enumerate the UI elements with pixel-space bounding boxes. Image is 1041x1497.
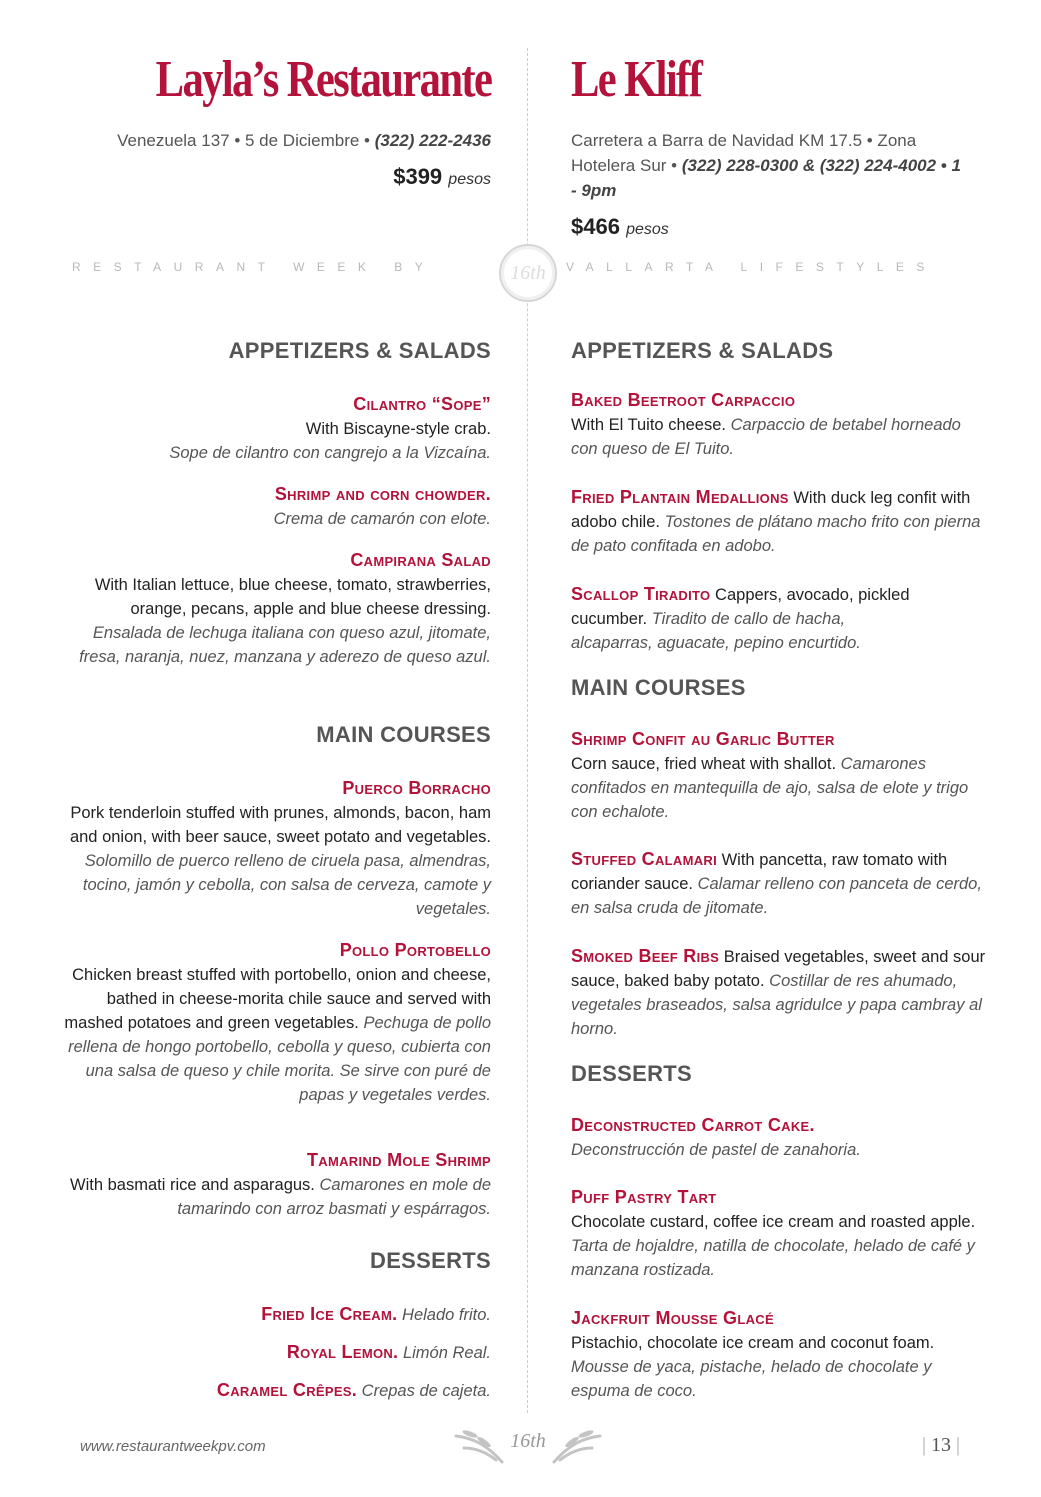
section-main-courses: MAIN COURSES bbox=[316, 722, 491, 747]
menu-item: Royal Lemon. Limón Real. bbox=[286, 1342, 491, 1362]
menu-item: Campirana Salad With Italian lettuce, blue cheese, tomato, strawberries, orange, pecans, apple and blue cheese dressing. Ensalada de lechuga italiana con queso azul, jitomate, fresa, naranja, nuez, manzana y aderezo de queso azul. bbox=[79, 550, 491, 666]
section-desserts: DESSERTS bbox=[571, 1061, 692, 1086]
restaurant-address: Carretera a Barra de Navidad KM 17.5 • Zona Hotelera Sur • (322) 228-0300 & (322) 224-4002 • 1 - 9pm bbox=[571, 131, 961, 200]
menu-item: Shrimp and corn chowder. Crema de camarón con elote. bbox=[273, 484, 491, 528]
menu-item: Deconstructed Carrot Cake. Deconstrucción de pastel de zanahoria. bbox=[571, 1115, 861, 1159]
ornament-label: 16th bbox=[510, 1430, 546, 1452]
menu-item: Smoked Beef Ribs Braised vegetables, sweet and sour sauce, baked baby potato. Costillar de res ahumado, vegetales braseados, salsa agridulce y papa cambray al horno. bbox=[571, 946, 986, 1038]
menu-price: $399 pesos bbox=[393, 164, 491, 189]
section-appetizers: APPETIZERS & SALADS bbox=[228, 338, 491, 363]
menu-item: Puff Pastry Tart Chocolate custard, coffee ice cream and roasted apple. Tarta de hojaldre, natilla de chocolate, helado de café y manzana rostizada. bbox=[571, 1187, 976, 1279]
ornament-16th bbox=[450, 1422, 606, 1470]
restaurant-address: Venezuela 137 • 5 de Diciembre • (322) 222-2436 bbox=[117, 131, 491, 150]
section-main-courses: MAIN COURSES bbox=[571, 675, 746, 700]
menu-item: Shrimp Confit au Garlic Butter Corn sauce, fried wheat with shallot. Camarones confitados en mantequilla de ajo, salsa de elote y trigo con echalote. bbox=[571, 729, 969, 821]
menu-item: Baked Beetroot Carpaccio With El Tuito cheese. Carpaccio de betabel horneado con queso de El Tuito. bbox=[571, 390, 961, 458]
band-right-text: VALLARTA LIFESTYLES bbox=[566, 260, 937, 274]
menu-item: Scallop Tiradito Cappers, avocado, pickled cucumber. Tiradito de callo de hacha, alcaparras, aguacate, pepino encurtido. bbox=[571, 584, 910, 652]
menu-item: Cilantro “Sope” With Biscayne-style crab. Sope de cilantro con cangrejo a la Vizcaína. bbox=[169, 394, 491, 462]
menu-item: Puerco Borracho Pork tenderloin stuffed with prunes, almonds, bacon, ham and onion, with beer sauce, sweet potato and vegetables. Solomillo de puerco relleno de ciruela pasa, almendras, tocino, jamón y cebolla, con salsa de cerveza, camote y vegetales. bbox=[69, 778, 491, 918]
phone-number: (322) 222-2436 bbox=[374, 131, 491, 150]
menu-item: Stuffed Calamari With pancetta, raw tomato with coriander sauce. Calamar relleno con panceta de cerdo, en salsa cruda de jitomate. bbox=[571, 849, 982, 917]
menu-item: Fried Plantain Medallions With duck leg confit with adobo chile. Tostones de plátano macho frito con pierna de pato confitada en adobo. bbox=[571, 487, 981, 555]
menu-item: Tamarind Mole Shrimp With basmati rice and asparagus. Camarones en mole de tamarindo con arroz basmati y espárragos. bbox=[70, 1150, 491, 1218]
menu-item: Fried Ice Cream. Helado frito. bbox=[261, 1304, 491, 1324]
menu-price: $466 pesos bbox=[571, 214, 669, 239]
menu-item: Caramel Crêpes. Crepas de cajeta. bbox=[216, 1380, 491, 1400]
footer-url: www.restaurantweekpv.com bbox=[80, 1438, 266, 1455]
section-appetizers: APPETIZERS & SALADS bbox=[571, 338, 834, 363]
section-desserts: DESSERTS bbox=[370, 1248, 491, 1273]
phone-number: (322) 228-0300 & (322) 224-4002 • 1 - 9pm bbox=[571, 156, 961, 200]
menu-item: Jackfruit Mousse Glacé Pistachio, chocolate ice cream and coconut foam. Mousse de yaca, pistache, helado de chocolate y espuma de coco. bbox=[571, 1308, 935, 1400]
menu-item: Pollo Portobello Chicken breast stuffed with portobello, onion and cheese, bathed in cheese-morita chile sauce and served with mashed potatoes and green vegetables. Pechuga de pollo rellena de hongo portobello, cebolla y queso, cubierta con una salsa de queso y chile morita. Se sirve con puré de papas y vegetales verdes. bbox=[64, 940, 491, 1104]
sixteenth-badge: 16th bbox=[499, 244, 557, 302]
band-left-text: RESTAURANT WEEK BY bbox=[72, 260, 436, 274]
page-number: | 13 | bbox=[922, 1434, 961, 1456]
restaurant-name: Layla’s Restaurante bbox=[155, 51, 491, 108]
restaurant-name: Le Kliff bbox=[571, 51, 702, 108]
